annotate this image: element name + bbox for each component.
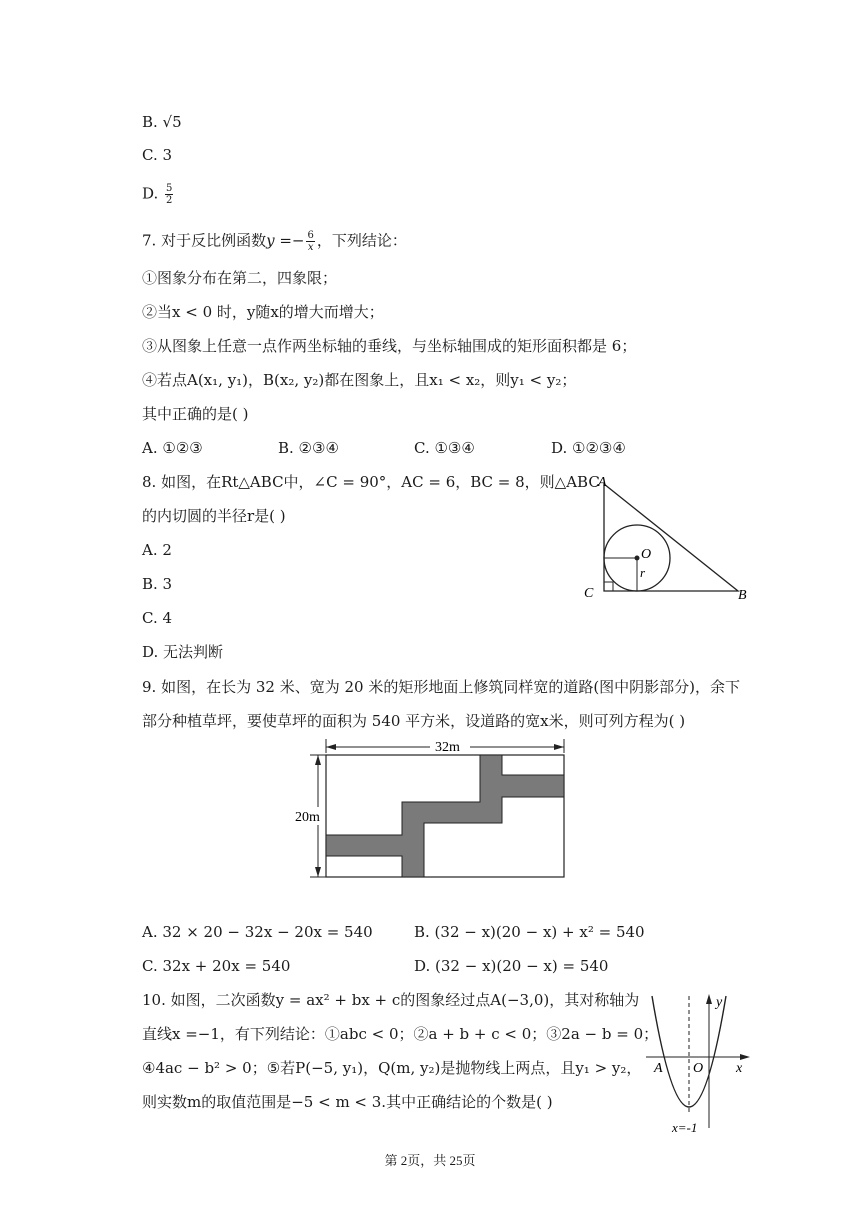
q6-option-c: C. 3	[142, 146, 173, 164]
q8-option-d: D. 无法判断	[142, 643, 224, 661]
q10-fig-label-y: y	[716, 995, 723, 1010]
q6-option-d-denominator: 2	[166, 195, 173, 206]
q8-triangle-figure	[580, 470, 760, 610]
q10-fig-label-o: O	[693, 1061, 704, 1076]
q8-fig-label-a: A	[598, 475, 607, 490]
q10-fig-label-x: x	[736, 1061, 743, 1076]
q8-stem-line-2: 的内切圆的半径r是( )	[142, 507, 286, 525]
q9-stem-line-2: 部分种植草坪，要使草坪的面积为 540 平方米，设道路的宽x米，则可列方程为( )	[142, 712, 686, 730]
q7-option-a: A. ①②③	[142, 439, 203, 457]
q9-option-b: B. (32 − x)(20 − x) + x² = 540	[414, 923, 645, 941]
page-footer: 第 2页，共 25页	[384, 1153, 476, 1168]
q8-option-b: B. 3	[142, 575, 173, 593]
q8-option-a: A. 2	[142, 541, 172, 559]
q7-stem-suffix: ，下列结论：	[316, 231, 407, 250]
q6-option-d-prefix: D.	[142, 184, 159, 203]
q6-option-d-numerator: 5	[166, 183, 173, 194]
q9-fig-width-label: 32m	[435, 740, 460, 755]
q7-stem-fraction	[306, 230, 314, 253]
q9-fig-height-label: 20m	[295, 810, 320, 825]
q10-stem-line-4: 则实数m的取值范围是−5 < m < 3.其中正确结论的个数是( )	[142, 1093, 553, 1111]
q6-option-d-fraction	[165, 183, 173, 206]
q7-statement-4: ④若点A(x₁, y₁)，B(x₂, y₂)都在图象上，且x₁ < x₂，则y₁ < y₂；	[142, 371, 577, 389]
q7-stem-denominator: x	[307, 242, 314, 253]
q9-stem-line-1: 9. 如图，在长为 32 米、宽为 20 米的矩形地面上修筑同样宽的道路(图中阴影部分)，余下	[142, 678, 741, 696]
q9-option-d: D. (32 − x)(20 − x) = 540	[414, 957, 609, 975]
q7-stem-function: y =−	[266, 231, 305, 250]
q6-option-b: B. √5	[142, 113, 182, 131]
q7-statement-1: ①图象分布在第二，四象限；	[142, 269, 338, 287]
q7-statement-2: ②当x < 0 时，y随x的增大而增大；	[142, 303, 384, 321]
q8-fig-label-b: B	[738, 588, 747, 603]
q7-statement-3: ③从图象上任意一点作两坐标轴的垂线，与坐标轴围成的矩形面积都是 6；	[142, 337, 637, 355]
q8-fig-label-r: r	[640, 565, 646, 580]
q8-stem-line-1: 8. 如图，在Rt△ABC中，∠C = 90°，AC = 6，BC = 8，则△ABC	[142, 473, 600, 491]
q7-stem	[142, 230, 407, 253]
q10-stem-line-1: 10. 如图，二次函数y = ax² + bx + c的图象经过点A(−3,0)，其对称轴为	[142, 991, 640, 1009]
q9-option-c: C. 32x + 20x = 540	[142, 957, 291, 975]
q7-stem-numerator: 6	[307, 230, 314, 241]
q7-question: 其中正确的是( )	[142, 405, 249, 423]
q8-fig-label-o: O	[641, 547, 652, 562]
q10-fig-label-a: A	[654, 1061, 663, 1076]
q9-option-a: A. 32 × 20 − 32x − 20x = 540	[142, 923, 373, 941]
q10-parabola-figure	[640, 988, 760, 1138]
q7-option-b: B. ②③④	[278, 439, 339, 457]
q7-option-c: C. ①③④	[414, 439, 475, 457]
q9-road-figure	[290, 735, 580, 885]
q7-option-d: D. ①②③④	[551, 439, 626, 457]
q8-fig-label-c: C	[584, 586, 594, 601]
q10-stem-line-3: ④4ac − b² > 0；⑤若P(−5, y₁)，Q(m, y₂)是抛物线上两点，且y₁ > y₂，	[142, 1059, 642, 1077]
q6-option-d	[142, 183, 175, 206]
q10-stem-line-2: 直线x =−1，有下列结论：①abc < 0；②a + b + c < 0；③2a − b = 0；	[142, 1025, 659, 1043]
q7-stem-prefix: 7. 对于反比例函数	[142, 231, 267, 250]
q10-fig-axis-label: x=-1	[672, 1120, 698, 1135]
q8-option-c: C. 4	[142, 609, 173, 627]
